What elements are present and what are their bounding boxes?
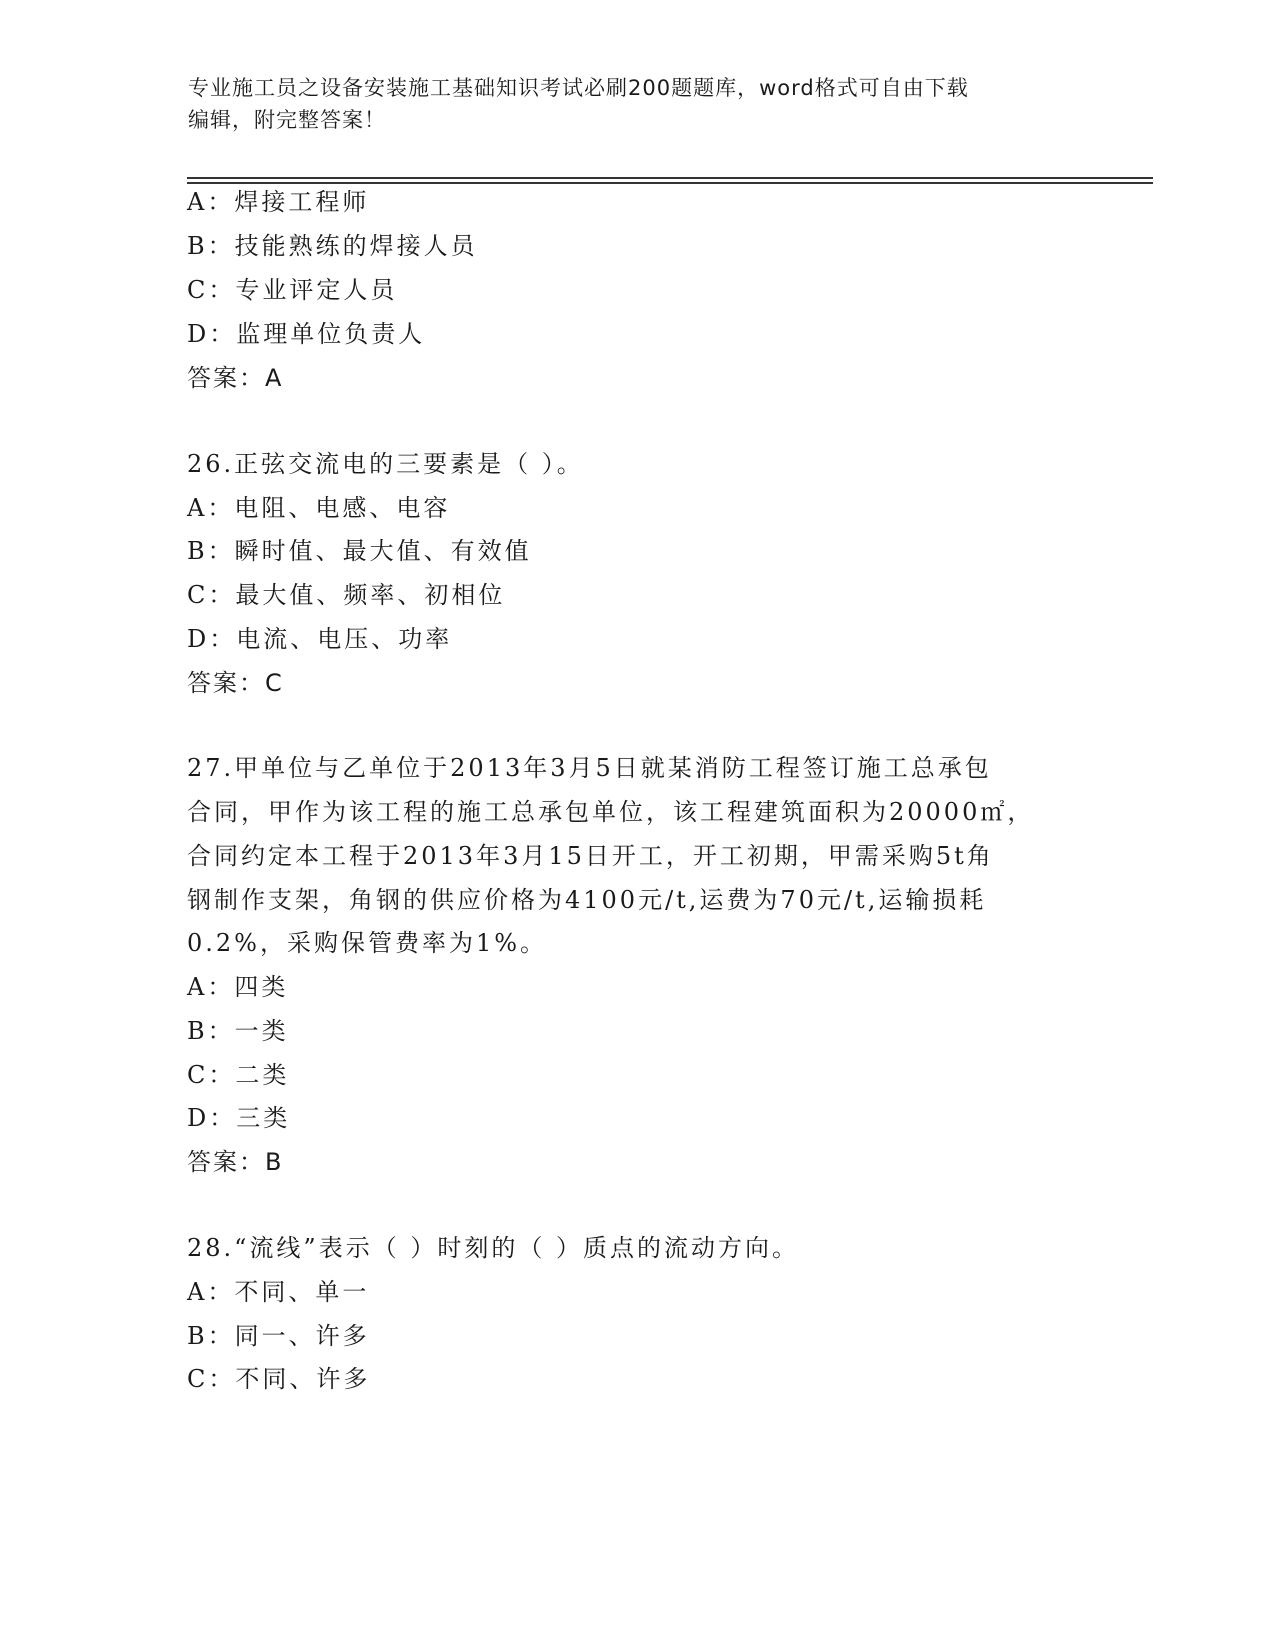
- q25-option-a: A：焊接工程师: [187, 188, 370, 216]
- q27-stem-line-1: 27.甲单位与乙单位于2013年3月5日就某消防工程签订施工总承包: [187, 754, 992, 782]
- q27-option-d: D：三类: [187, 1104, 291, 1132]
- q27-stem-line-2: 合同，甲作为该工程的施工总承包单位，该工程建筑面积为20000㎡，: [187, 798, 1035, 826]
- q27-answer: 答案：B: [187, 1148, 284, 1176]
- header-divider-bottom: [187, 182, 1153, 184]
- q26-option-b: B：瞬时值、最大值、有效值: [187, 537, 532, 565]
- q27-stem-line-4: 钢制作支架，角钢的供应价格为4100元/t,运费为70元/t,运输损耗: [187, 886, 987, 914]
- q26-stem: 26.正弦交流电的三要素是（ ）。: [187, 450, 584, 478]
- q28-stem: 28.“流线”表示（ ）时刻的（ ）质点的流动方向。: [187, 1234, 799, 1262]
- q26-option-d: D：电流、电压、功率: [187, 625, 453, 653]
- q25-option-d: D：监理单位负责人: [187, 320, 426, 348]
- q27-stem-line-3: 合同约定本工程于2013年3月15日开工，开工初期，甲需采购5t角: [187, 842, 994, 870]
- q25-answer: 答案：A: [187, 364, 284, 392]
- q26-answer: 答案：C: [187, 669, 284, 697]
- q28-option-c: C：不同、许多: [187, 1365, 371, 1393]
- q28-option-a: A：不同、单一: [187, 1278, 370, 1306]
- q25-option-c: C：专业评定人员: [187, 276, 398, 304]
- document-header: 专业施工员之设备安装施工基础知识考试必刷200题题库，word格式可自由下载 编辑，附完整答案！: [188, 76, 969, 132]
- q26-option-a: A：电阻、电感、电容: [187, 494, 451, 522]
- q26-option-c: C：最大值、频率、初相位: [187, 581, 506, 609]
- q28-option-b: B：同一、许多: [187, 1322, 370, 1350]
- q27-option-c: C：二类: [187, 1061, 290, 1089]
- q27-option-b: B：一类: [187, 1017, 289, 1045]
- header-divider-top: [187, 177, 1153, 179]
- q25-option-b: B：技能熟练的焊接人员: [187, 232, 478, 260]
- q27-stem-line-5: 0.2%，采购保管费率为1%。: [187, 929, 548, 957]
- q27-option-a: A：四类: [187, 973, 289, 1001]
